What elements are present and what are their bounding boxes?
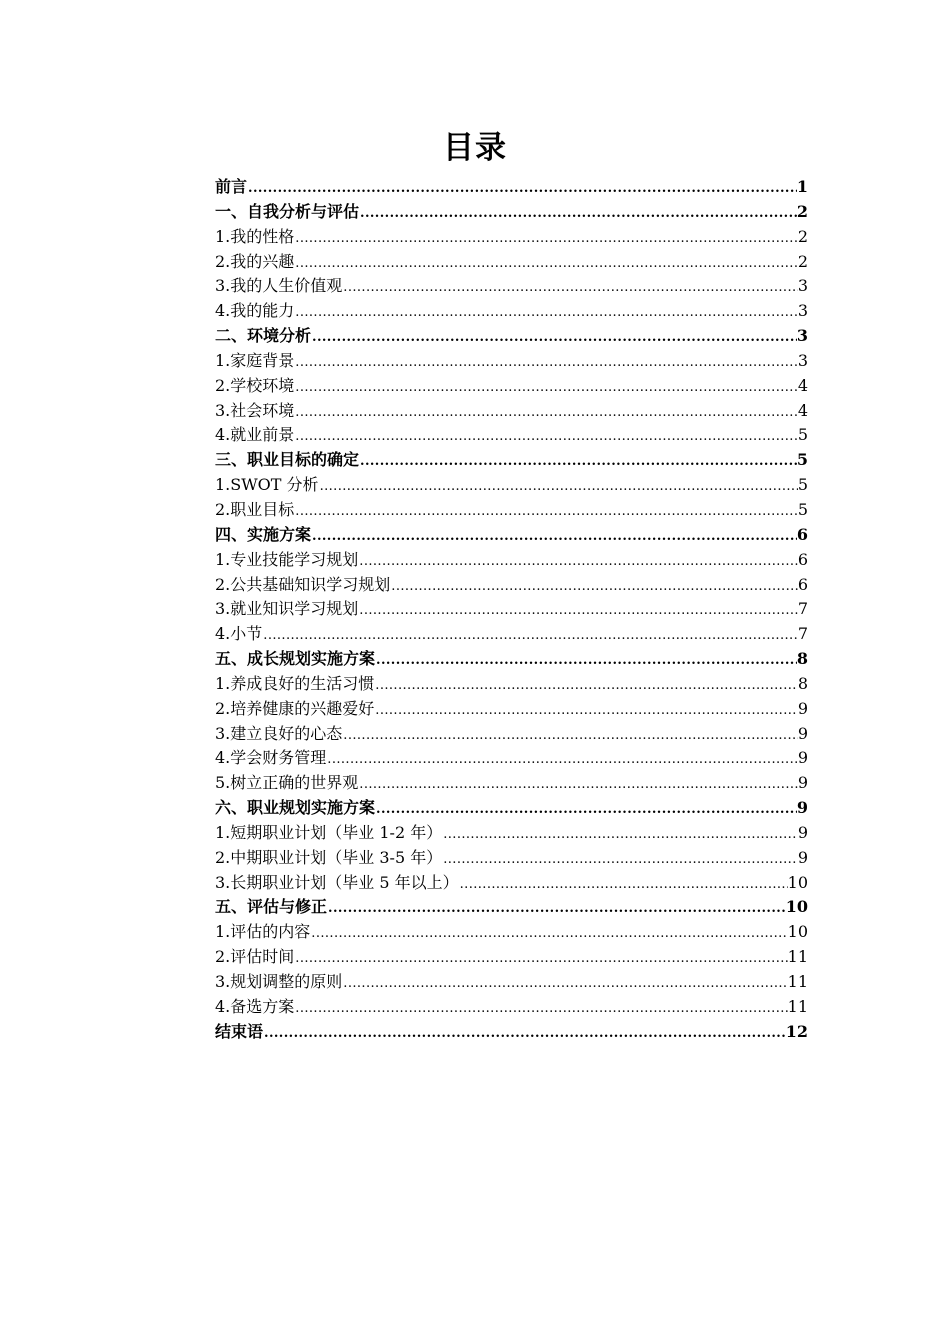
toc-entry-text: 结束语: [215, 1021, 264, 1041]
toc-dot-leader: [294, 376, 798, 401]
toc-dot-leader: [311, 525, 797, 550]
toc-dot-leader: [294, 947, 787, 972]
toc-section-entry[interactable]: [215, 448, 808, 473]
toc-dot-leader: [375, 649, 797, 674]
toc-page-number: 8: [797, 673, 808, 693]
toc-dot-leader: [374, 674, 798, 699]
toc-page-number: 10: [787, 872, 808, 892]
toc-entry-text: 4.备选方案: [215, 996, 295, 1016]
toc-page-number: 6: [797, 549, 808, 569]
toc-page-number: 9: [796, 798, 808, 818]
toc-subsection-entry[interactable]: [215, 473, 808, 498]
table-of-contents: [215, 175, 808, 1045]
toc-entry-text: 3.就业知识学习规划: [215, 599, 359, 619]
toc-subsection-entry[interactable]: [215, 672, 808, 697]
toc-subsection-entry[interactable]: [215, 746, 808, 771]
toc-subsection-entry[interactable]: [215, 622, 808, 647]
toc-dot-leader: [319, 475, 798, 500]
toc-dot-leader: [374, 699, 798, 724]
toc-page-number: 9: [797, 698, 808, 718]
toc-entry-text: 2.学校环境: [215, 375, 295, 395]
toc-page-number: 3: [797, 350, 808, 370]
toc-page-number: 9: [797, 748, 808, 768]
toc-page-number: 9: [797, 847, 808, 867]
toc-dot-leader: [442, 823, 798, 848]
toc-subsection-entry[interactable]: [215, 821, 808, 846]
toc-section-entry[interactable]: [215, 796, 808, 821]
toc-page-number: 11: [787, 972, 808, 991]
toc-entry-text: 4.学会财务管理: [215, 748, 327, 768]
toc-dot-leader: [263, 1022, 786, 1047]
toc-dot-leader: [359, 202, 797, 227]
toc-entry-text: 3.我的人生价值观: [215, 276, 343, 296]
toc-subsection-entry[interactable]: [215, 225, 808, 250]
toc-dot-leader: [459, 873, 788, 898]
toc-entry-text: 五、成长规划实施方案: [215, 649, 376, 669]
toc-entry-text: 1.养成良好的生活习惯: [215, 673, 375, 693]
toc-subsection-entry[interactable]: [215, 498, 808, 523]
toc-entry-text: 4.就业前景: [215, 425, 295, 445]
toc-subsection-entry[interactable]: [215, 573, 808, 598]
toc-entry-text: 2.职业目标: [215, 499, 295, 519]
toc-section-entry[interactable]: [215, 895, 808, 920]
toc-entry-text: 4.我的能力: [215, 301, 295, 321]
toc-page-number: 1: [796, 177, 808, 196]
toc-entry-text: 1.我的性格: [215, 226, 295, 246]
toc-dot-leader: [294, 227, 798, 252]
toc-subsection-entry[interactable]: [215, 274, 808, 299]
toc-entry-text: 3.社会环境: [215, 400, 295, 420]
toc-subsection-entry[interactable]: [215, 722, 808, 747]
toc-page-number: 4: [797, 375, 808, 395]
toc-entry-text: 3.规划调整的原则: [215, 972, 343, 991]
toc-dot-leader: [294, 351, 798, 376]
toc-subsection-entry[interactable]: [215, 846, 808, 871]
toc-page-number: 12: [785, 1021, 808, 1041]
toc-dot-leader: [326, 748, 798, 773]
toc-subsection-entry[interactable]: [215, 920, 808, 945]
toc-subsection-entry[interactable]: [215, 548, 808, 573]
toc-subsection-entry[interactable]: [215, 374, 808, 399]
toc-page-number: 9: [797, 773, 808, 793]
toc-entry-text: 2.评估时间: [215, 947, 295, 967]
toc-dot-leader: [262, 624, 798, 649]
toc-page-number: 2: [796, 201, 808, 221]
toc-subsection-entry[interactable]: [215, 399, 808, 424]
toc-section-entry[interactable]: [215, 324, 808, 349]
toc-entry-text: 二、环境分析: [215, 326, 312, 346]
toc-entry-text: 2.中期职业计划（毕业 3-5 年）: [215, 847, 443, 867]
toc-subsection-entry[interactable]: [215, 771, 808, 796]
toc-subsection-entry[interactable]: [215, 349, 808, 374]
toc-page-number: 5: [797, 499, 808, 519]
toc-dot-leader: [294, 252, 798, 277]
toc-dot-leader: [358, 773, 798, 798]
toc-page-number: 8: [796, 649, 808, 669]
toc-page-number: 5: [796, 450, 808, 470]
toc-entry-text: 3.长期职业计划（毕业 5 年以上）: [215, 872, 459, 892]
toc-section-entry[interactable]: [215, 175, 808, 200]
toc-entry-text: 4.小节: [215, 624, 263, 644]
toc-entry-text: 2.公共基础知识学习规划: [215, 574, 391, 594]
toc-dot-leader: [294, 425, 798, 450]
toc-entry-text: 1.评估的内容: [215, 922, 311, 942]
toc-section-entry[interactable]: [215, 200, 808, 225]
toc-page-number: 9: [797, 723, 808, 743]
toc-dot-leader: [375, 798, 797, 823]
toc-dot-leader: [342, 724, 798, 749]
toc-subsection-entry[interactable]: [215, 945, 808, 970]
toc-subsection-entry[interactable]: [215, 423, 808, 448]
toc-page-number: 11: [787, 996, 808, 1016]
toc-subsection-entry[interactable]: [215, 871, 808, 896]
toc-dot-leader: [294, 401, 798, 426]
toc-dot-leader: [247, 177, 797, 202]
toc-page-number: 10: [785, 897, 808, 917]
toc-page-number: 10: [787, 922, 808, 942]
toc-dot-leader: [442, 848, 798, 873]
toc-entry-text: 5.树立正确的世界观: [215, 773, 359, 793]
toc-dot-leader: [327, 897, 786, 922]
toc-entry-text: 五、评估与修正: [215, 897, 328, 917]
toc-page-number: 3: [796, 326, 808, 346]
toc-section-entry[interactable]: [215, 1020, 808, 1045]
toc-page-number: 7: [797, 599, 808, 619]
toc-page-number: 6: [797, 574, 808, 594]
toc-page-number: 2: [797, 251, 808, 271]
toc-entry-text: 前言: [215, 177, 248, 196]
toc-dot-leader: [358, 550, 798, 575]
toc-page-number: 3: [797, 301, 808, 321]
toc-entry-text: 1.家庭背景: [215, 350, 295, 370]
toc-entry-text: 2.培养健康的兴趣爱好: [215, 698, 375, 718]
toc-page-number: 6: [796, 524, 808, 544]
toc-subsection-entry[interactable]: [215, 697, 808, 722]
toc-dot-leader: [342, 276, 798, 301]
toc-subsection-entry[interactable]: [215, 597, 808, 622]
toc-dot-leader: [294, 997, 787, 1022]
toc-entry-text: 三、职业目标的确定: [215, 450, 360, 470]
toc-dot-leader: [310, 922, 787, 947]
toc-entry-text: 3.建立良好的心态: [215, 723, 343, 743]
toc-section-entry[interactable]: [215, 523, 808, 548]
toc-entry-text: 六、职业规划实施方案: [215, 798, 376, 818]
toc-entry-text: 1.SWOT 分析: [215, 475, 319, 495]
toc-dot-leader: [390, 575, 798, 600]
toc-page-number: 7: [797, 624, 808, 644]
toc-entry-text: 四、实施方案: [215, 524, 312, 544]
toc-entry-text: 一、自我分析与评估: [215, 201, 360, 221]
toc-entry-text: 1.专业技能学习规划: [215, 549, 359, 569]
toc-entry-text: 1.短期职业计划（毕业 1-2 年）: [215, 822, 443, 842]
toc-dot-leader: [294, 301, 798, 326]
page-title: 目录: [443, 130, 507, 166]
toc-page-number: 4: [797, 400, 808, 420]
toc-page-number: 5: [797, 475, 808, 495]
toc-subsection-entry[interactable]: [215, 995, 808, 1020]
toc-page-number: 3: [797, 276, 808, 296]
toc-page-number: 11: [787, 947, 808, 967]
toc-subsection-entry[interactable]: [215, 970, 808, 995]
toc-dot-leader: [359, 450, 797, 475]
toc-dot-leader: [311, 326, 797, 351]
toc-subsection-entry[interactable]: [215, 250, 808, 275]
toc-page-number: 5: [797, 425, 808, 445]
toc-dot-leader: [358, 599, 798, 624]
toc-dot-leader: [294, 500, 798, 525]
toc-dot-leader: [342, 972, 787, 997]
toc-section-entry[interactable]: [215, 647, 808, 672]
toc-page-number: 2: [797, 226, 808, 246]
toc-subsection-entry[interactable]: [215, 299, 808, 324]
toc-page-number: 9: [797, 822, 808, 842]
toc-entry-text: 2.我的兴趣: [215, 251, 295, 271]
